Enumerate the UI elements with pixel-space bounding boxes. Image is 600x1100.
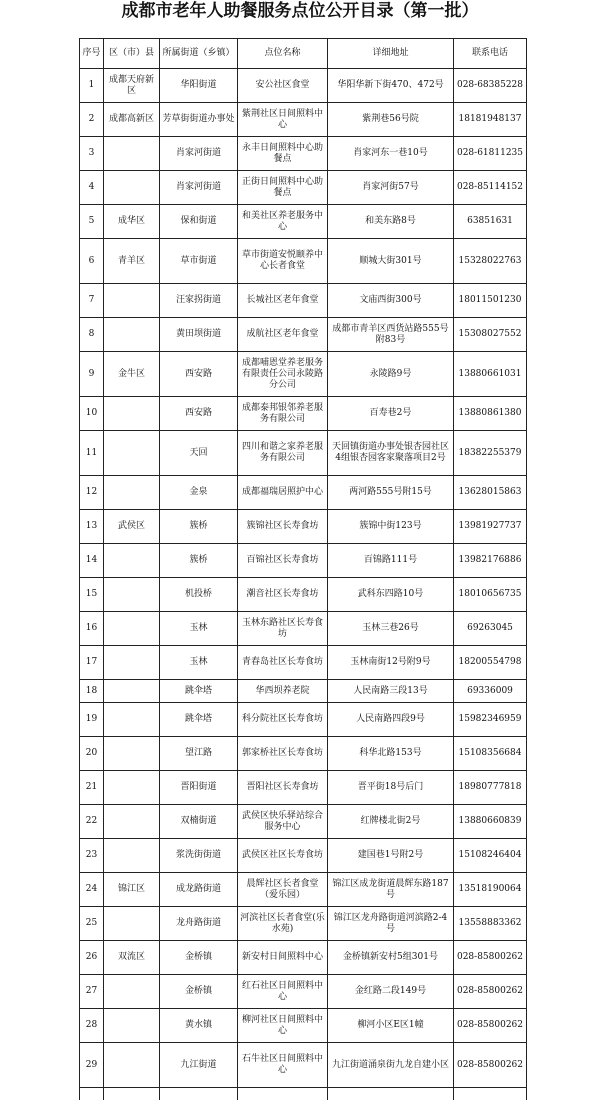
- site-name-cell: 草市街道安悦颐养中心长者食堂: [238, 239, 328, 284]
- district-cell: [104, 737, 160, 771]
- table-row: [80, 318, 527, 352]
- table-row: [80, 737, 527, 771]
- street-cell: 双楠街道: [160, 805, 238, 839]
- table-row: [80, 397, 527, 431]
- site-name-cell: 青春岛社区长寿食坊: [238, 646, 328, 680]
- site-name-cell: 四川和谐之家养老服务有限公司: [238, 431, 328, 476]
- address-cell: 晋平街18号后门: [328, 771, 454, 805]
- table-row: [80, 476, 527, 510]
- address-cell: 和美东路8号: [328, 205, 454, 239]
- row-number: 18: [80, 680, 104, 703]
- table-row: [80, 578, 527, 612]
- street-cell: 肖家河街道: [160, 171, 238, 205]
- district-cell: 成都天府新区: [104, 69, 160, 103]
- table-body: [80, 69, 527, 1100]
- phone-cell: 63851631: [454, 205, 527, 239]
- table-row: [80, 805, 527, 839]
- phone-cell: 15982346959: [454, 703, 527, 737]
- address-cell: 肖家河街57号: [328, 171, 454, 205]
- address-cell: 金红路二段149号: [328, 975, 454, 1009]
- canteen-directory-table: [79, 38, 527, 1100]
- phone-cell: 028-85800262: [454, 1043, 527, 1088]
- phone-cell: 028-85800262: [454, 941, 527, 975]
- table-row: [80, 680, 527, 703]
- table-row: [80, 839, 527, 873]
- district-cell: [104, 318, 160, 352]
- phone-cell: 18980777818: [454, 771, 527, 805]
- empty-cell: [454, 1088, 527, 1100]
- street-cell: 肖家河街道: [160, 137, 238, 171]
- row-number: 5: [80, 205, 104, 239]
- phone-cell: 13880660839: [454, 805, 527, 839]
- row-number: 16: [80, 612, 104, 646]
- row-number: 23: [80, 839, 104, 873]
- district-cell: [104, 805, 160, 839]
- table-row: [80, 771, 527, 805]
- address-cell: 百锦路111号: [328, 544, 454, 578]
- address-cell: 天回镇街道办事处银杏园社区4组银杏园客家聚落项目2号: [328, 431, 454, 476]
- district-cell: [104, 612, 160, 646]
- phone-cell: 13518190064: [454, 873, 527, 907]
- district-cell: [104, 839, 160, 873]
- truncated-row: [80, 1088, 527, 1100]
- site-name-cell: 正街日间照料中心助餐点: [238, 171, 328, 205]
- phone-cell: 028-61811235: [454, 137, 527, 171]
- page-title: 成都市老年人助餐服务点位公开目录（第一批）: [0, 0, 600, 26]
- site-name-cell: 武侯区快乐驿站综合服务中心: [238, 805, 328, 839]
- site-name-cell: 百锦社区长寿食坊: [238, 544, 328, 578]
- table-row: [80, 431, 527, 476]
- site-name-cell: 武侯区社区长寿食坊: [238, 839, 328, 873]
- district-cell: [104, 544, 160, 578]
- district-cell: 武侯区: [104, 510, 160, 544]
- district-cell: [104, 431, 160, 476]
- site-name-cell: 永丰日间照料中心助餐点: [238, 137, 328, 171]
- phone-cell: 028-85800262: [454, 1009, 527, 1043]
- street-cell: 跳伞塔: [160, 703, 238, 737]
- street-cell: 玉林: [160, 646, 238, 680]
- empty-cell: [238, 1088, 328, 1100]
- district-cell: [104, 771, 160, 805]
- phone-cell: 15108356684: [454, 737, 527, 771]
- address-cell: 建国巷1号附2号: [328, 839, 454, 873]
- phone-cell: 13981927737: [454, 510, 527, 544]
- district-cell: [104, 137, 160, 171]
- site-name-cell: 晨辉社区长者食堂（爱乐园）: [238, 873, 328, 907]
- row-number: 12: [80, 476, 104, 510]
- address-cell: 紫荆巷56号院: [328, 103, 454, 137]
- phone-cell: 15328022763: [454, 239, 527, 284]
- table-row: [80, 612, 527, 646]
- site-name-cell: 科分院社区长寿食坊: [238, 703, 328, 737]
- site-name-cell: 成都哺恩堂养老服务有限责任公司永陵路分公司: [238, 352, 328, 397]
- site-name-cell: 成都福瑞居照护中心: [238, 476, 328, 510]
- phone-cell: 18181948137: [454, 103, 527, 137]
- row-number: 13: [80, 510, 104, 544]
- row-number: 29: [80, 1043, 104, 1088]
- row-number: 3: [80, 137, 104, 171]
- phone-cell: 15108246404: [454, 839, 527, 873]
- address-cell: 两河路555号附15号: [328, 476, 454, 510]
- table-row: [80, 1043, 527, 1088]
- row-number: 1: [80, 69, 104, 103]
- district-cell: 双流区: [104, 941, 160, 975]
- header-address: 详细地址: [328, 39, 454, 69]
- district-cell: 成都高新区: [104, 103, 160, 137]
- table-row: [80, 510, 527, 544]
- address-cell: 玉林南街12号附9号: [328, 646, 454, 680]
- row-number: 9: [80, 352, 104, 397]
- site-name-cell: 紫荆社区日间照料中心: [238, 103, 328, 137]
- phone-cell: 028-85114152: [454, 171, 527, 205]
- site-name-cell: 成都泰邦银邻养老服务有限公司: [238, 397, 328, 431]
- row-number: 6: [80, 239, 104, 284]
- table-row: [80, 69, 527, 103]
- row-number: 22: [80, 805, 104, 839]
- table-row: [80, 352, 527, 397]
- site-name-cell: 长城社区老年食堂: [238, 284, 328, 318]
- table-row: [80, 941, 527, 975]
- row-number: 15: [80, 578, 104, 612]
- phone-cell: 13558883362: [454, 907, 527, 941]
- street-cell: 芳草街街道办事处: [160, 103, 238, 137]
- header-phone: 联系电话: [454, 39, 527, 69]
- site-name-cell: 华西坝养老院: [238, 680, 328, 703]
- district-cell: [104, 646, 160, 680]
- row-number: 24: [80, 873, 104, 907]
- table-row: [80, 907, 527, 941]
- street-cell: 跳伞塔: [160, 680, 238, 703]
- header-row: [80, 39, 527, 69]
- street-cell: 玉林: [160, 612, 238, 646]
- phone-cell: 15308027552: [454, 318, 527, 352]
- district-cell: 成华区: [104, 205, 160, 239]
- phone-cell: 69336009: [454, 680, 527, 703]
- address-cell: 锦江区龙舟路街道河滨路2-4号: [328, 907, 454, 941]
- district-cell: [104, 578, 160, 612]
- street-cell: 望江路: [160, 737, 238, 771]
- street-cell: 天回: [160, 431, 238, 476]
- phone-cell: 028-85800262: [454, 975, 527, 1009]
- row-number: 11: [80, 431, 104, 476]
- site-name-cell: 郭家桥社区长寿食坊: [238, 737, 328, 771]
- table-row: [80, 284, 527, 318]
- row-number: 28: [80, 1009, 104, 1043]
- address-cell: 锦江区成龙街道晨辉东路187号: [328, 873, 454, 907]
- phone-cell: 18010656735: [454, 578, 527, 612]
- site-name-cell: 石牛社区日间照料中心: [238, 1043, 328, 1088]
- street-cell: 龙舟路街道: [160, 907, 238, 941]
- district-cell: [104, 284, 160, 318]
- street-cell: 黄水镇: [160, 1009, 238, 1043]
- row-number: 19: [80, 703, 104, 737]
- row-number: 20: [80, 737, 104, 771]
- address-cell: 肖家河东一巷10号: [328, 137, 454, 171]
- table-row: [80, 1009, 527, 1043]
- district-cell: [104, 476, 160, 510]
- address-cell: 九江街道涌泉街九龙自建小区: [328, 1043, 454, 1088]
- street-cell: 簇桥: [160, 510, 238, 544]
- table-row: [80, 544, 527, 578]
- empty-cell: [104, 1088, 160, 1100]
- table-row: [80, 103, 527, 137]
- row-number: 7: [80, 284, 104, 318]
- site-name-cell: 安公社区食堂: [238, 69, 328, 103]
- row-number: 4: [80, 171, 104, 205]
- address-cell: 金桥镇新安村5组301号: [328, 941, 454, 975]
- table-row: [80, 205, 527, 239]
- district-cell: [104, 703, 160, 737]
- street-cell: 浆洗街街道: [160, 839, 238, 873]
- site-name-cell: 和美社区养老服务中心: [238, 205, 328, 239]
- row-number: 2: [80, 103, 104, 137]
- table-row: [80, 873, 527, 907]
- address-cell: 永陵路9号: [328, 352, 454, 397]
- table-row: [80, 975, 527, 1009]
- address-cell: 顺城大街301号: [328, 239, 454, 284]
- address-cell: 簇锦中街123号: [328, 510, 454, 544]
- phone-cell: 18200554798: [454, 646, 527, 680]
- address-cell: 成都市青羊区西货站路555号附83号: [328, 318, 454, 352]
- header-site-name: 点位名称: [238, 39, 328, 69]
- row-number: 27: [80, 975, 104, 1009]
- table-row: [80, 171, 527, 205]
- address-cell: 柳河小区E区1幢: [328, 1009, 454, 1043]
- table-row: [80, 137, 527, 171]
- site-name-cell: 玉林东路社区长寿食坊: [238, 612, 328, 646]
- district-cell: 青羊区: [104, 239, 160, 284]
- phone-cell: 13628015863: [454, 476, 527, 510]
- district-cell: [104, 907, 160, 941]
- empty-cell: [160, 1088, 238, 1100]
- phone-cell: 13880661031: [454, 352, 527, 397]
- district-cell: [104, 171, 160, 205]
- site-name-cell: 新安村日间照料中心: [238, 941, 328, 975]
- address-cell: 文庙西街300号: [328, 284, 454, 318]
- site-name-cell: 晋阳社区长寿食坊: [238, 771, 328, 805]
- phone-cell: 69263045: [454, 612, 527, 646]
- street-cell: 九江街道: [160, 1043, 238, 1088]
- street-cell: 草市街道: [160, 239, 238, 284]
- district-cell: 锦江区: [104, 873, 160, 907]
- header-street: 所属街道（乡镇）: [160, 39, 238, 69]
- address-cell: 红牌楼北街2号: [328, 805, 454, 839]
- row-number: 26: [80, 941, 104, 975]
- site-name-cell: 河滨社区长者食堂(乐水苑): [238, 907, 328, 941]
- phone-cell: 028-68385228: [454, 69, 527, 103]
- street-cell: 黄田坝街道: [160, 318, 238, 352]
- district-cell: 金牛区: [104, 352, 160, 397]
- row-number: 25: [80, 907, 104, 941]
- row-number: 21: [80, 771, 104, 805]
- row-number: 14: [80, 544, 104, 578]
- row-number: 10: [80, 397, 104, 431]
- street-cell: 保和街道: [160, 205, 238, 239]
- phone-cell: 18011501230: [454, 284, 527, 318]
- site-name-cell: 簇锦社区长寿食坊: [238, 510, 328, 544]
- street-cell: 西安路: [160, 352, 238, 397]
- address-cell: 人民南路三段13号: [328, 680, 454, 703]
- district-cell: [104, 397, 160, 431]
- address-cell: 武科东四路10号: [328, 578, 454, 612]
- row-number: 8: [80, 318, 104, 352]
- street-cell: 华阳街道: [160, 69, 238, 103]
- street-cell: 成龙路街道: [160, 873, 238, 907]
- phone-cell: 13982176886: [454, 544, 527, 578]
- address-cell: 华阳华新下街470、472号: [328, 69, 454, 103]
- empty-cell: [80, 1088, 104, 1100]
- header-district: 区（市）县: [104, 39, 160, 69]
- table-row: [80, 646, 527, 680]
- street-cell: 西安路: [160, 397, 238, 431]
- street-cell: 金泉: [160, 476, 238, 510]
- site-name-cell: 成航社区老年食堂: [238, 318, 328, 352]
- district-cell: [104, 1043, 160, 1088]
- street-cell: 金桥镇: [160, 975, 238, 1009]
- street-cell: 金桥镇: [160, 941, 238, 975]
- district-cell: [104, 1009, 160, 1043]
- street-cell: 簇桥: [160, 544, 238, 578]
- address-cell: 百寿巷2号: [328, 397, 454, 431]
- site-name-cell: 柳河社区日间照料中心: [238, 1009, 328, 1043]
- street-cell: 汪家拐街道: [160, 284, 238, 318]
- address-cell: 人民南路四段9号: [328, 703, 454, 737]
- phone-cell: 13880861380: [454, 397, 527, 431]
- street-cell: 晋阳街道: [160, 771, 238, 805]
- site-name-cell: 红石社区日间照料中心: [238, 975, 328, 1009]
- street-cell: 机投桥: [160, 578, 238, 612]
- district-cell: [104, 975, 160, 1009]
- site-name-cell: 潮音社区长寿食坊: [238, 578, 328, 612]
- address-cell: 玉林三巷26号: [328, 612, 454, 646]
- empty-cell: [328, 1088, 454, 1100]
- phone-cell: 18382255379: [454, 431, 527, 476]
- header-no: 序号: [80, 39, 104, 69]
- address-cell: 科华北路153号: [328, 737, 454, 771]
- row-number: 17: [80, 646, 104, 680]
- table-row: [80, 239, 527, 284]
- district-cell: [104, 680, 160, 703]
- table-row: [80, 703, 527, 737]
